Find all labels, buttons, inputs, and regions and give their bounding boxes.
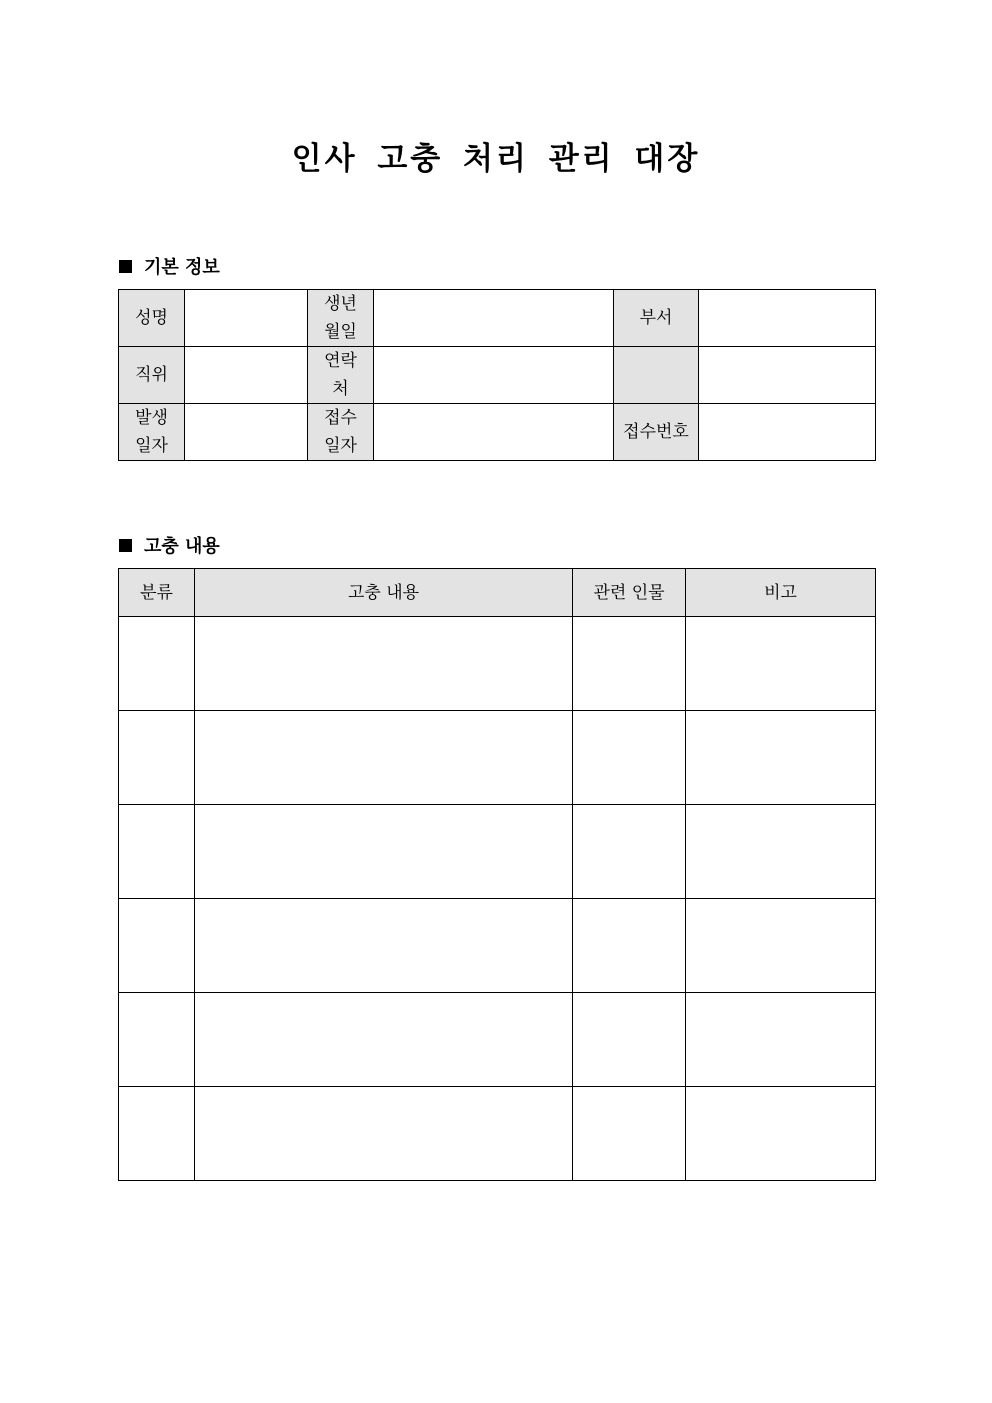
position-label: 직위 [119,347,185,404]
contact-label-cell [308,347,374,404]
related-person-cell[interactable] [573,899,686,993]
table-row [119,899,876,993]
birth-label-cell [308,290,374,347]
table-row [119,1087,876,1181]
remarks-cell[interactable] [686,711,876,805]
empty-label-cell [614,347,699,404]
content-cell[interactable] [195,993,573,1087]
table-row [119,347,876,404]
related-person-cell[interactable] [573,1087,686,1181]
received-label-cell [308,404,374,461]
column-header-related-person: 관련 인물 [573,569,686,617]
content-cell[interactable] [195,899,573,993]
category-cell[interactable] [119,899,195,993]
column-header-content: 고충 내용 [195,569,573,617]
birth-label: 생년월일 [324,294,357,342]
birth-field[interactable] [374,290,614,347]
remarks-cell[interactable] [686,1087,876,1181]
section-heading-complaint [119,532,220,558]
contact-field[interactable] [374,347,614,404]
section-heading-label: 기본 정보 [144,257,220,278]
remarks-cell[interactable] [686,899,876,993]
column-header-remarks: 비고 [686,569,876,617]
table-row [119,617,876,711]
table-row [119,993,876,1087]
section-heading-basic-info [119,253,220,279]
contact-label: 연락처 [324,351,357,399]
received-label: 접수일자 [324,408,357,456]
dept-field[interactable] [699,290,876,347]
content-cell[interactable] [195,711,573,805]
occurred-date-field[interactable] [185,404,308,461]
page-title: 인사 고충 처리 관리 대장 [291,141,701,177]
receipt-no-label: 접수번호 [614,404,699,461]
received-date-field[interactable] [374,404,614,461]
category-cell[interactable] [119,805,195,899]
related-person-cell[interactable] [573,805,686,899]
table-row [119,404,876,461]
position-field[interactable] [185,347,308,404]
category-cell[interactable] [119,617,195,711]
content-cell[interactable] [195,1087,573,1181]
related-person-cell[interactable] [573,711,686,805]
related-person-cell[interactable] [573,993,686,1087]
occurred-label: 발생일자 [135,408,168,456]
square-bullet-icon [119,260,132,273]
basic-info-table [118,289,876,461]
complaint-table [118,568,876,1181]
remarks-cell[interactable] [686,993,876,1087]
dept-label: 부서 [614,290,699,347]
category-cell[interactable] [119,711,195,805]
occurred-label-cell [119,404,185,461]
content-cell[interactable] [195,617,573,711]
empty-field[interactable] [699,347,876,404]
table-row [119,290,876,347]
category-cell[interactable] [119,993,195,1087]
table-header-row [119,569,876,617]
receipt-no-field[interactable] [699,404,876,461]
name-field[interactable] [185,290,308,347]
remarks-cell[interactable] [686,617,876,711]
square-bullet-icon [119,539,132,552]
category-cell[interactable] [119,1087,195,1181]
remarks-cell[interactable] [686,805,876,899]
table-row [119,805,876,899]
related-person-cell[interactable] [573,617,686,711]
content-cell[interactable] [195,805,573,899]
table-row [119,711,876,805]
name-label: 성명 [119,290,185,347]
section-heading-label: 고충 내용 [144,536,220,557]
column-header-category: 분류 [119,569,195,617]
